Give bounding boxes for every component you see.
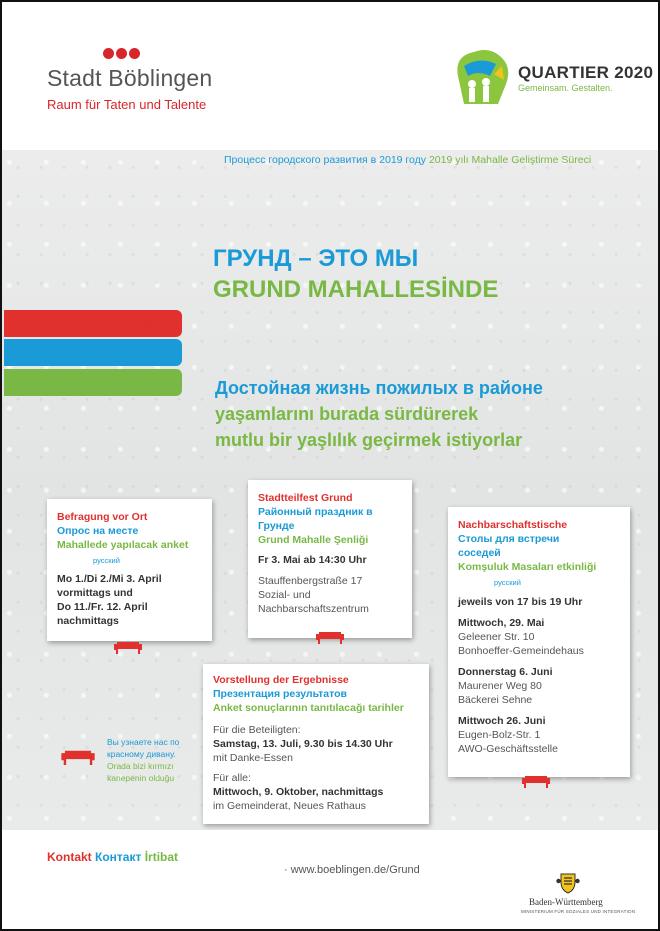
- baden-wuerttemberg-crest-icon: [556, 872, 580, 894]
- website-link[interactable]: · www.boeblingen.de/Grund: [284, 864, 420, 876]
- ergebnis-date1: Samstag, 13. Juli, 9.30 bis 14.30 Uhr: [213, 738, 393, 750]
- tab-opinion-de: Uns interessiert Ihre Meinung!: [4, 310, 182, 337]
- city-name: Stadt Böblingen: [47, 65, 213, 91]
- contact-line: [47, 850, 178, 864]
- nachbar-lang: русский: [494, 578, 521, 587]
- fest-addr2: Sozial- und: [258, 589, 311, 601]
- fest-addr1: Stauffenbergstraße 17: [258, 575, 363, 587]
- quartier-logo-icon: [450, 46, 514, 108]
- ergebnis-title-de: Vorstellung der Ergebnisse: [213, 674, 349, 686]
- nachbar-d2: Donnerstag 6. Juni: [458, 666, 553, 678]
- fest-addr3: Nachbarschaftszentrum: [258, 603, 369, 615]
- ministry-subtitle: MINISTERIUM FÜR SOZIALES UND INTEGRATION: [521, 909, 636, 914]
- nachbar-d3a: Eugen-Bolz-Str. 1: [458, 729, 541, 741]
- befragung-title-de: Befragung vor Ort: [57, 511, 148, 523]
- ergebnis-note2: im Gemeinderat, Neues Rathaus: [213, 800, 366, 812]
- process-tr: 2019 yılı Mahalle Geliştirme Süreci: [428, 154, 592, 166]
- card-befragung: [47, 499, 212, 641]
- tab-opinion-ru: Нас интересует Ваше мнение!: [4, 339, 182, 366]
- nachbar-d1b: Bonhoeffer-Gemeindehaus: [458, 645, 584, 657]
- ergebnis-date2: Mittwoch, 9. Oktober, nachmittags: [213, 786, 384, 798]
- befragung-line2: vormittags und: [57, 587, 133, 599]
- befragung-line1: Mo 1./Di 2./Mi 3. April: [57, 573, 162, 585]
- subtitle-tr-1: yaşamlarını burada sürdürerek: [215, 404, 479, 424]
- contact-tr: İrtibat: [144, 850, 179, 864]
- tab-opinion-tr: Bu konuda görüşlerinizi bekliyoruz!: [4, 369, 182, 396]
- sofa-note: [107, 736, 179, 784]
- process-line: [224, 154, 591, 166]
- fest-date: Fr 3. Mai ab 14:30 Uhr: [258, 554, 367, 566]
- nachbar-time: jeweils von 17 bis 19 Uhr: [458, 596, 583, 608]
- nachbar-title-ru2: соседей: [458, 547, 501, 559]
- ergebnis-for2: Für alle:: [213, 772, 251, 784]
- nachbar-title-tr: Komşuluk Masaları etkinliği: [458, 561, 597, 573]
- ergebnis-note1: mit Danke-Essen: [213, 752, 293, 764]
- befragung-line4: nachmittags: [57, 615, 119, 627]
- sofa-note-tr2: kanepenin olduğu: [107, 773, 175, 783]
- ministry-name: Baden-Württemberg: [529, 897, 603, 907]
- sofa-icon: [114, 638, 142, 654]
- card-ergebnisse: [203, 664, 429, 824]
- sofa-note-tr1: Orada bizi kırmızı: [107, 761, 174, 771]
- nachbar-d1: Mittwoch, 29. Mai: [458, 617, 545, 629]
- sofa-note-ru1: Вы узнаете нас по: [107, 737, 180, 747]
- befragung-line3: Do 11./Fr. 12. April: [57, 601, 148, 613]
- title-ru: ГРУНД – ЭТО МЫ: [213, 245, 419, 272]
- subtitle-tr-2: mutlu bir yaşlılık geçirmek istiyorlar: [215, 430, 523, 450]
- ergebnis-title-ru: Презентация результатов: [213, 688, 347, 700]
- ergebnis-for1: Für die Beteiligten:: [213, 724, 301, 736]
- befragung-lang: русский: [93, 556, 120, 565]
- befragung-title-ru: Опрос на месте: [57, 525, 139, 537]
- card-nachbarschaftstische: [448, 507, 630, 777]
- header: [2, 2, 658, 150]
- nachbar-d3: Mittwoch 26. Juni: [458, 715, 546, 727]
- nachbar-d2a: Maurener Weg 80: [458, 680, 542, 692]
- nachbar-d3b: AWO-Geschäftsstelle: [458, 743, 558, 755]
- befragung-title-tr: Mahallede yapılacak anket: [57, 539, 189, 551]
- fest-title-tr: Grund Mahalle Şenliği: [258, 534, 369, 546]
- title-tr: GRUND MAHALLESİNDE: [213, 276, 499, 303]
- city-logo-dots: [103, 48, 140, 59]
- sofa-icon: [316, 628, 344, 644]
- sofa-note-ru2: красному дивану.: [107, 749, 176, 759]
- card-stadtteilfest: [248, 480, 412, 638]
- quartier-title: QUARTIER 2020: [518, 63, 654, 82]
- fest-title-de: Stadtteilfest Grund: [258, 492, 353, 504]
- city-tagline: Raum für Taten und Talente: [47, 97, 207, 112]
- process-ru: Процесс городского развития в 2019 году: [224, 154, 427, 166]
- fest-title-ru2: Грунде: [258, 520, 295, 532]
- contact-ru: Контакт: [95, 850, 142, 864]
- ergebnis-title-tr: Anket sonuçlarının tanıtılacağı tarihler: [213, 702, 404, 714]
- quartier-subtitle: Gemeinsam. Gestalten.: [518, 83, 613, 93]
- sofa-icon: [522, 772, 550, 788]
- nachbar-d1a: Geleener Str. 10: [458, 631, 535, 643]
- contact-de: Kontakt: [47, 850, 92, 864]
- sofa-icon: [61, 746, 95, 765]
- nachbar-d2b: Bäckerei Sehne: [458, 694, 533, 706]
- subtitle-ru: Достойная жизнь пожилых в районе: [215, 378, 543, 398]
- nachbar-title-ru1: Столы для встречи: [458, 533, 560, 545]
- nachbar-title-de: Nachbarschaftstische: [458, 519, 568, 531]
- fest-title-ru1: Районный праздник в: [258, 506, 373, 518]
